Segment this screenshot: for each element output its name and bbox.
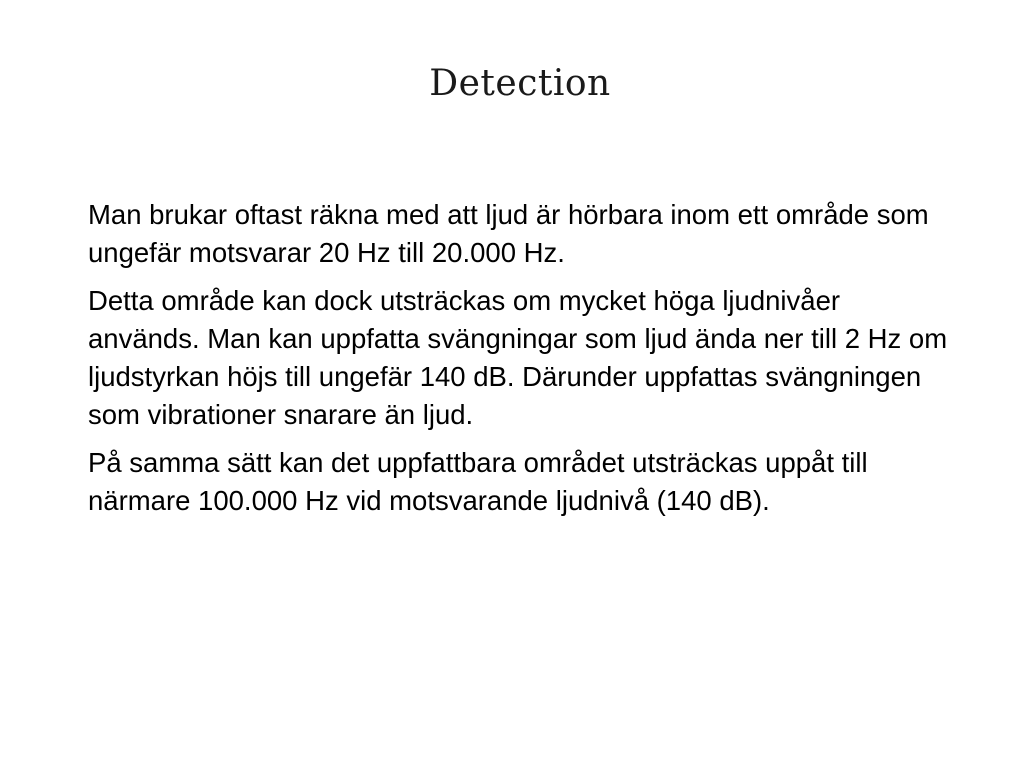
paragraph-audible-range: Man brukar oftast räkna med att ljud är hörbara inom ett område som ungefär motsvarar 20 Hz till 20.000 Hz. [88, 199, 929, 268]
slide-title: Detection [429, 63, 611, 104]
paragraph-low-frequency: Detta område kan dock utsträckas om mycket höga ljudnivåer används. Man kan uppfatta svängningar som ljud ända ner till 2 Hz om ljudstyrkan höjs till ungefär 140 dB. Därunder uppfattas svängningen som vibrationer snarare än ljud. [88, 285, 948, 430]
slide-body [88, 196, 948, 530]
paragraph-high-frequency: På samma sätt kan det uppfattbara området utsträckas uppåt till närmare 100.000 Hz vid motsvarande ljudnivå (140 dB). [88, 447, 868, 516]
